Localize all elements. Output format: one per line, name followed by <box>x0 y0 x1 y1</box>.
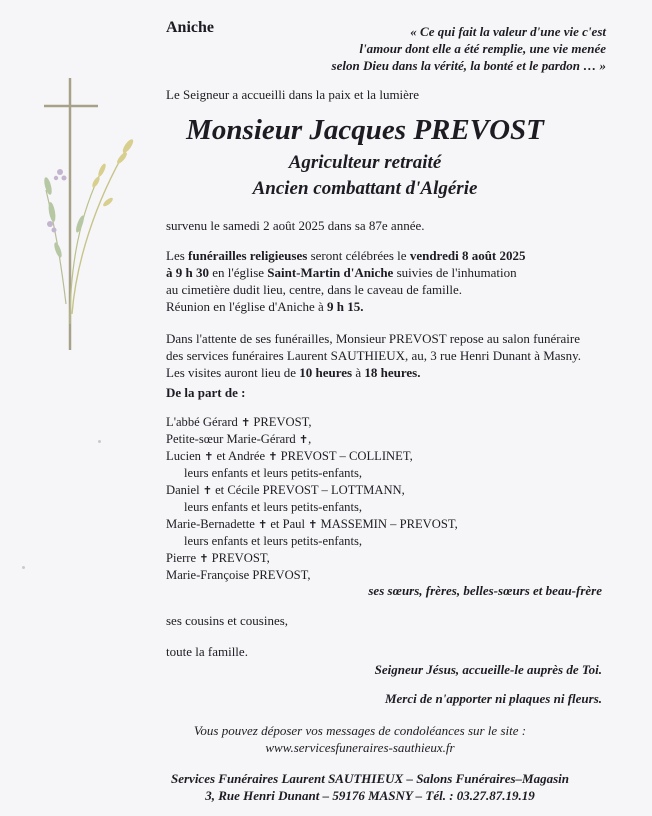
visit-start: 10 heures <box>299 365 353 380</box>
family-member <box>166 431 458 448</box>
death-announcement: survenu le samedi 2 août 2025 dans sa 87e année. <box>166 218 425 233</box>
condolences-info <box>150 722 570 756</box>
paper-speck <box>98 440 101 443</box>
family-descendants: leurs enfants et leurs petits-enfants, <box>184 500 363 514</box>
funeral-time: à 9 h 30 <box>166 265 209 280</box>
cousins-line: ses cousins et cousines, <box>166 613 289 628</box>
text: seront célébrées le <box>307 248 410 263</box>
text: et Andrée <box>213 449 269 463</box>
family-descendants: leurs enfants et leurs petits-enfants, <box>184 534 363 548</box>
family-list <box>166 414 458 584</box>
church-name: Saint-Martin d'Aniche <box>267 265 394 280</box>
text: Réunion en l'église d'Aniche à <box>166 299 328 314</box>
paper-speck <box>22 566 25 569</box>
text: Marie-Bernadette <box>166 517 258 531</box>
text: PREVOST – COLLINET, <box>277 449 413 463</box>
family-descendants: leurs enfants et leurs petits-enfants, <box>184 466 363 480</box>
text: MASSEMIN – PREVOST, <box>317 517 458 531</box>
text: Pierre <box>166 551 200 565</box>
text: Lucien <box>166 449 205 463</box>
cross-icon: ✝ <box>241 416 251 429</box>
city-name: Aniche <box>166 19 214 36</box>
quote-line: « Ce qui fait la valeur d'une vie c'est <box>410 24 606 39</box>
text: à <box>352 365 365 380</box>
text: et Paul <box>267 517 309 531</box>
meeting-time: 9 h 15. <box>327 299 364 314</box>
family-member <box>166 516 458 533</box>
funeral-line <box>166 264 526 281</box>
quote-line: l'amour dont elle a été remplie, une vie menée <box>359 41 606 56</box>
epigraph-quote <box>332 23 606 74</box>
text: et Cécile PREVOST – LOTTMANN, <box>211 483 405 497</box>
funeral-details <box>166 247 526 315</box>
text: Les visites auront lieu de <box>166 365 300 380</box>
cross-icon: ✝ <box>204 450 214 463</box>
text: PREVOST, <box>208 551 270 565</box>
text: Les <box>166 248 189 263</box>
deceased-title: Agriculteur retraité <box>288 152 442 173</box>
funeral-line: au cimetière dudit lieu, centre, dans le caveau de famille. <box>166 282 462 297</box>
cross-icon: ✝ <box>202 484 212 497</box>
quote-line: selon Dieu dans la vérité, la bonté et le pardon … » <box>331 58 606 73</box>
deceased-title: Ancien combattant d'Algérie <box>252 178 478 199</box>
intro-text: Le Seigneur a accueilli dans la paix et la lumière <box>166 87 420 102</box>
funeral-home-address: 3, Rue Henri Dunant – 59176 MASNY – Tél. : 03.27.87.19.19 <box>205 788 535 803</box>
prayer-line: Seigneur Jésus, accueille-le auprès de Toi. <box>374 662 602 677</box>
cross-wheat-icon <box>36 74 146 354</box>
text: suivies de l'inhumation <box>393 265 517 280</box>
condolences-text: Vous pouvez déposer vos messages de condoléances sur le site : <box>193 723 527 738</box>
family-member <box>166 482 458 499</box>
visit-line: des services funéraires Laurent SAUTHIEUX, au, 3 rue Henri Dunant à Masny. <box>166 348 582 363</box>
deceased-name: Monsieur Jacques PREVOST <box>186 114 544 146</box>
funeral-home-footer <box>150 770 590 804</box>
text: Daniel <box>166 483 203 497</box>
cross-icon: ✝ <box>268 450 278 463</box>
funeral-line <box>166 247 526 264</box>
website-link: www.servicesfuneraires-sauthieux.fr <box>265 740 455 755</box>
cross-icon: ✝ <box>257 518 268 531</box>
siblings-line: ses sœurs, frères, belles-sœurs et beau-frère <box>368 583 602 598</box>
text-bold: funérailles religieuses <box>188 248 308 263</box>
no-flowers-line: Merci de n'apporter ni plaques ni fleurs. <box>384 691 602 706</box>
text: Petite-sœur Marie-Gérard <box>166 432 299 446</box>
family-all-line: toute la famille. <box>166 644 248 659</box>
text: L'abbé Gérard <box>166 415 241 429</box>
visitation-details <box>166 330 581 381</box>
funeral-home-name: Services Funéraires Laurent SAUTHIEUX – Salons Funéraires–Magasin <box>170 771 570 786</box>
from-label: De la part de : <box>166 385 246 400</box>
family-member: Marie-Françoise PREVOST, <box>166 568 311 582</box>
funeral-line <box>166 298 526 315</box>
text: en l'église <box>208 265 268 280</box>
family-member <box>166 550 458 567</box>
funeral-date: vendredi 8 août 2025 <box>409 248 526 263</box>
visit-end: 18 heures. <box>364 365 421 380</box>
family-member <box>166 448 458 465</box>
visit-line: Dans l'attente de ses funérailles, Monsieur PREVOST repose au salon funéraire <box>166 331 581 346</box>
visit-line <box>166 364 581 381</box>
cross-icon: ✝ <box>308 518 318 531</box>
cross-icon: ✝ <box>199 552 209 565</box>
family-member <box>166 414 458 431</box>
text: , <box>308 432 312 446</box>
cross-icon: ✝ <box>298 433 309 446</box>
text: PREVOST, <box>250 415 312 429</box>
